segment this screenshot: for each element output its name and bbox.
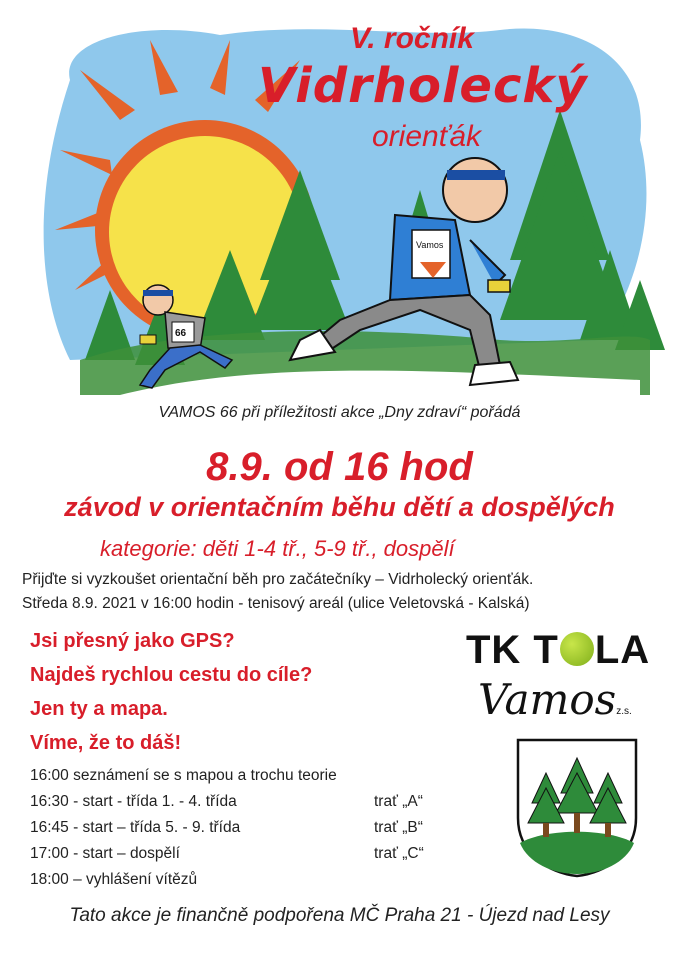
schedule-track: trať „A“ [374,793,423,810]
slogan-line: Jsi přesný jako GPS? [30,630,235,652]
vamos-logo-suffix: z.s. [616,706,632,717]
schedule-item: 16:30 - start - třída 1. - 4. třída [30,793,237,810]
schedule-item: 16:00 seznámení se s mapou a trochu teorie [30,767,337,784]
schedule-announcement: 18:00 – vyhlášení vítězů [30,871,198,888]
runner-shirt-text: Vamos [416,240,444,250]
event-subtitle: orienťák [372,120,482,153]
vamos-logo [478,675,632,724]
event-name: Vidrholecký [258,58,588,114]
organizer-line: VAMOS 66 při příležitosti akce „Dny zdraví“ pořádá [158,404,521,421]
event-date-time: 8.9. od 16 hod [206,445,473,489]
slogan-line: Víme, že to dáš! [30,732,182,754]
info-line-1: Přijďte si vyzkoušet orientační běh pro začátečníky – Vidrholecký orienťák. [22,571,534,588]
tennis-ball-icon [560,632,594,666]
schedule-track: trať „C“ [374,845,424,862]
categories-line: kategorie: děti 1-4 tř., 5-9 tř., dospělí [100,536,455,561]
slogan-line: Jen ty a mapa. [30,698,168,720]
schedule-track: trať „B“ [374,819,423,836]
tk-logo-text-end: LA [594,628,651,672]
schedule-item: 16:45 - start – třída 5. - 9. třída [30,819,241,836]
schedule-item: 17:00 - start – dospělí [30,845,180,862]
slogan-line: Najdeš rychlou cestu do cíle? [30,664,313,686]
vamos-logo-text: Vamos [478,675,617,724]
sponsor-note: Tato akce je finančně podpořena MČ Praha 21 - Újezd nad Lesy [69,905,610,926]
info-line-2: Středa 8.9. 2021 v 16:00 hodin - tenisový areál (ulice Veletovská - Kalská) [22,595,530,612]
runner-bib-text: 66 [175,328,187,339]
tk-logo-text: TK T [466,628,559,672]
race-title: závod v orientačním běhu dětí a dospělých [64,492,615,522]
edition-label: V. ročník [350,22,474,55]
coat-of-arms-icon [516,738,638,878]
tk-tola-logo [466,628,650,673]
